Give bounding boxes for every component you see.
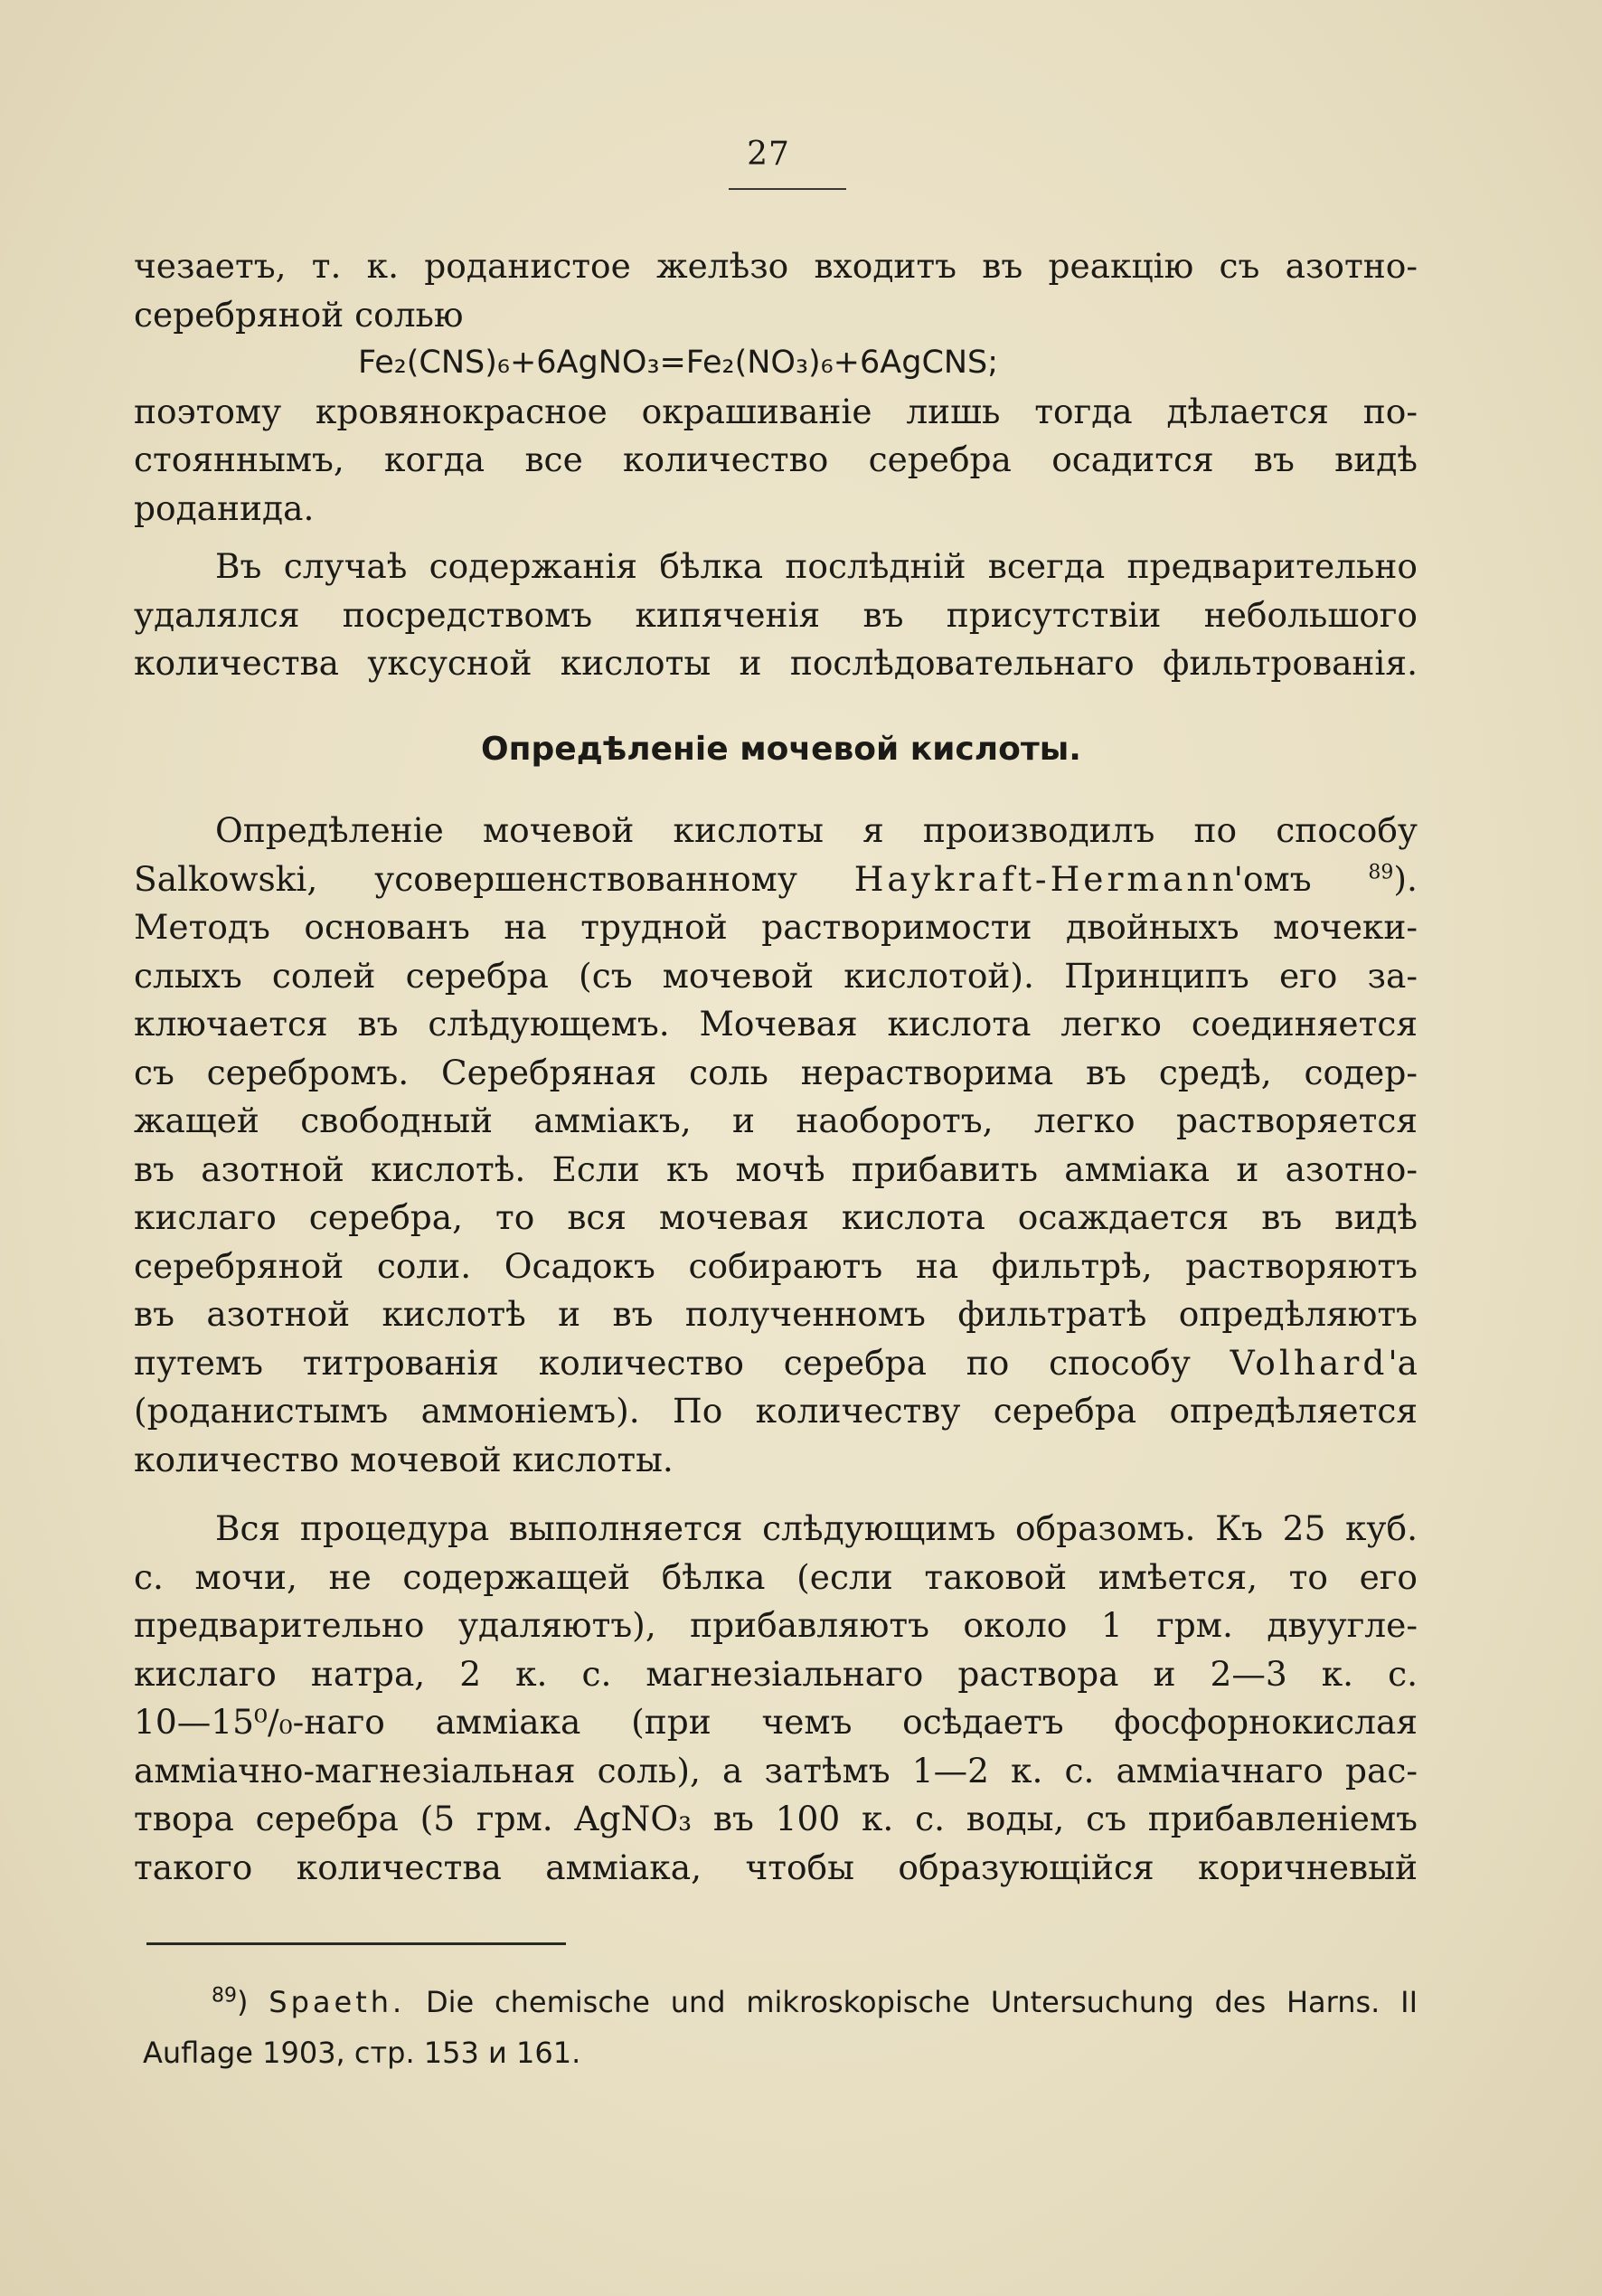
text-line: роданида.	[134, 487, 315, 528]
chemical-formula: Fe₂(CNS)₆+6AgNO₃=Fe₂(NO₃)₆+6AgCNS;	[358, 345, 999, 381]
text-line: съ серебромъ. Серебряная соль нерастворима въ средѣ, содер-	[134, 1052, 1418, 1092]
text-line: 10—15⁰/₀-наго аммiака (при чемъ осѣдаетъ фосфорнокислая	[134, 1702, 1418, 1742]
footnote-line: $^{89}$) Spaeth. Die chemische und mikroskopische Untersuchung des Harns. II	[212, 1984, 1418, 2019]
text-line: такого количества аммiака, чтобы образующійся коричневый	[134, 1847, 1418, 1887]
text-line: удалялся посредствомъ кипяченія въ присутствіи небольшого	[134, 594, 1418, 635]
paragraph-4	[134, 1505, 1418, 1892]
footnote-author: Spaeth.	[269, 1985, 406, 2019]
text-line: с. мочи, не содержащей бѣлка (если таковой имѣется, то его	[134, 1556, 1418, 1597]
paragraph-1	[134, 242, 1418, 533]
footnote	[143, 1977, 1418, 2078]
text-fragment: n'омъ	[1211, 858, 1369, 899]
text-line: въ азотной кислотѣ. Если къ мочѣ прибавить аммiака и азотно-	[134, 1148, 1418, 1189]
text-line: кислаго натра, 2 к. с. магнезіальнаго раствора и 2—3 к. с.	[134, 1653, 1418, 1694]
text-line: количество мочевой кислоты.	[134, 1439, 674, 1479]
text-line: Методъ основанъ на трудной растворимости двойныхъ мочеки-	[134, 907, 1418, 947]
author-name: Volhard	[1230, 1342, 1389, 1383]
text-line: серебряной солью	[134, 294, 464, 335]
text-line: поэтому кровянокрасное окрашиваніе лишь тогда дѣлается по-	[134, 391, 1418, 431]
paragraph-2	[134, 543, 1418, 688]
text-line: серебряной соли. Осадокъ собираютъ на фильтрѣ, растворяютъ	[134, 1245, 1418, 1286]
author-name: Haykraft-Herman	[853, 858, 1212, 899]
text-line: жащей свободный аммiакъ, и наоборотъ, легко растворяется	[134, 1101, 1418, 1140]
text-line: Въ случаѣ содержанія бѣлка послѣдній всегда предварительно	[215, 546, 1418, 586]
text-line: ключается въ слѣдующемъ. Мочевая кислота легко соединяется	[134, 1004, 1418, 1044]
paragraph-3	[134, 807, 1418, 1484]
page-number-rule	[729, 188, 846, 190]
text-line: въ азотной кислотѣ и въ полученномъ фильтратѣ опредѣляютъ	[134, 1294, 1418, 1334]
footnote-ref: 89	[1368, 861, 1394, 883]
text-line	[134, 1339, 1418, 1388]
text-line	[134, 855, 1418, 904]
text-line: слыхъ солей серебра (съ мочевой кислотой). Принципъ его за-	[134, 955, 1418, 996]
text-line: аммiачно-магнезіальная соль), а затѣмъ 1—2 к. с. аммiачнаго рас-	[134, 1750, 1418, 1791]
page-number: 27	[747, 136, 790, 173]
section-heading: Опредѣленіе мочевой кислоты.	[481, 731, 1081, 768]
text-line: кислаго серебра, то вся мочевая кислота осаждается въ видѣ	[134, 1197, 1418, 1237]
text-fragment: 'a	[1388, 1342, 1418, 1383]
footnote-text: Die chemische und mikroskopische Untersuchung des Harns. II	[405, 1985, 1418, 2019]
text-line: количества уксусной кислоты и послѣдовательнаго фильтрованія.	[134, 643, 1418, 683]
text-fragment: путемъ титрованія количество серебра по способу	[134, 1342, 1230, 1383]
footnote-marker: 89	[212, 1984, 237, 2008]
text-line: чезаетъ, т. к. роданистое желѣзо входитъ въ реакцію съ азотно-	[134, 246, 1418, 286]
text-line: твора серебра (5 грм. AgNO₃ въ 100 к. с. воды, съ прибавленіемъ	[134, 1799, 1418, 1838]
text-line: (роданистымъ аммоніемъ). По количеству серебра опредѣляется	[134, 1391, 1418, 1431]
text-line: Опредѣленіе мочевой кислоты я производилъ по способу	[215, 810, 1418, 850]
footnote-rule	[146, 1942, 566, 1945]
text-line: стояннымъ, когда все количество серебра осадится въ видѣ	[134, 439, 1418, 479]
text-fragment: Salkowski, усовершенствованному	[134, 858, 854, 899]
text-line: предварительно удаляютъ), прибавляютъ около 1 грм. двуугле-	[134, 1605, 1418, 1645]
footnote-line: Auflage 1903, стр. 153 и 161.	[143, 2036, 581, 2070]
text-line: Вся процедура выполняется слѣдующимъ образомъ. Къ 25 куб.	[215, 1508, 1418, 1548]
text-fragment: ).	[1393, 858, 1418, 899]
